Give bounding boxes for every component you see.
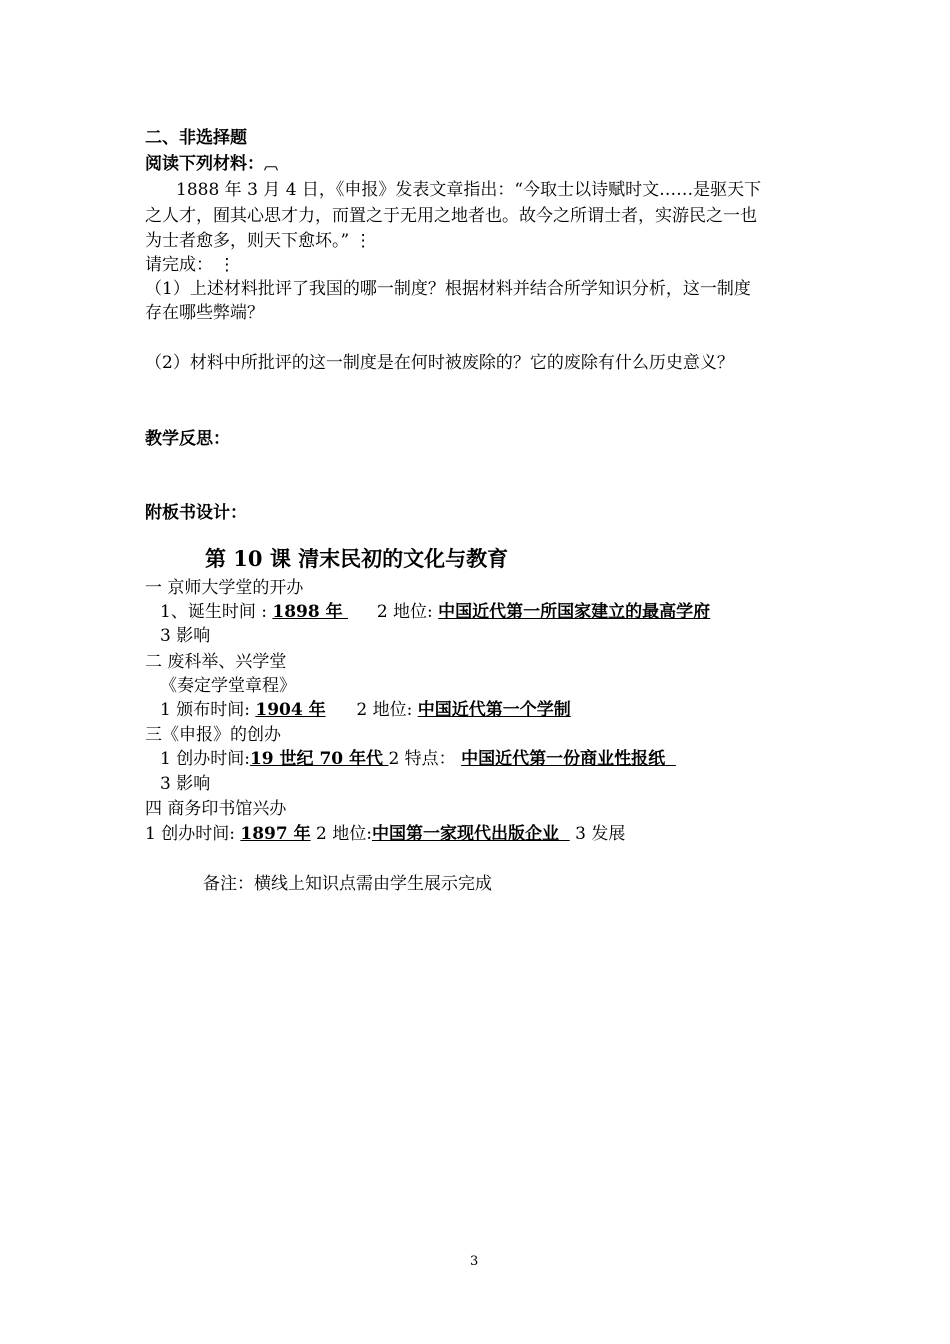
board-section-3-row [160,747,676,771]
material-line-3 [145,229,372,253]
board-section-1-impact: 3 影响 [160,626,211,646]
lesson-title: 第 10 课 清末民初的文化与教育 [205,546,509,571]
reflection-label: 教学反思： [145,429,230,449]
material-line-1: 1888 年 3 月 4 日，《申报》发表文章指出：“今取士以诗赋时文……是驱天下 [176,180,762,200]
development-label: 3 发展 [575,824,626,844]
board-section-3-impact: 3 影响 [160,774,211,794]
feature-value: 中国近代第一份商业性报纸 [461,749,666,769]
reading-prompt-text: 阅读下列材料： [145,154,264,174]
material-line-2: 之人才，囿其心思才力，而置之于无用之地者也。故今之所谓士者，实游民之一也 [145,206,757,226]
question-2: （2）材料中所批评的这一制度是在何时被废除的？它的废除有什么历史意义？ [145,353,734,373]
board-section-2-sub: 《奏定学堂章程》 [160,676,296,696]
board-section-2-row [160,698,571,722]
board-section-4-heading: 四 商务印书馆兴办 [145,799,287,819]
board-section-1-heading: 一 京师大学堂的开办 [145,578,304,598]
status-value: 中国第一家现代出版企业 [371,824,559,844]
founding-time-value: 19 世纪 70 年代 [249,749,384,769]
birth-time-label: 1、诞生时间 : [160,602,267,622]
issue-time-value: 1904 年 [255,700,326,720]
status-label: 2 地位: [316,824,372,844]
section-heading: 二、非选择题 [145,128,247,148]
board-section-3-heading: 三《申报》的创办 [145,725,281,745]
board-design-label: 附板书设计： [145,503,247,523]
feature-label: 2 特点： [388,749,456,769]
prompt-mark: ︹ [264,157,278,173]
board-section-2-heading: 二 废科举、兴学堂 [145,652,287,672]
status-label: 2 地位: [376,602,433,622]
question-1-line-2: 存在哪些弊端？ [145,303,264,323]
instruction-text: 请完成： [145,255,213,275]
material-mark: ⋮ [354,231,372,251]
reading-prompt [145,152,278,177]
founding-time-label: 1 创办时间: [160,749,250,769]
material-line-3-text: 为士者愈多，则天下愈坏。” [145,231,350,251]
issue-time-label: 1 颁布时间: [160,700,250,720]
birth-time-value: 1898 年 [272,602,343,622]
board-section-4-row [145,822,625,846]
board-section-1-row [160,600,710,624]
founding-time-label: 1 创办时间: [145,824,235,844]
instruction [145,253,235,277]
status-value: 中国近代第一个学制 [417,700,571,720]
status-label: 2 地位: [356,700,413,720]
board-note: 备注：横线上知识点需由学生展示完成 [203,874,492,894]
page-number: 3 [470,1254,479,1269]
founding-time-value: 1897 年 [240,824,311,844]
status-value: 中国近代第一所国家建立的最高学府 [438,602,711,622]
question-1-line-1: （1）上述材料批评了我国的哪一制度？根据材料并结合所学知识分析，这一制度 [145,279,751,299]
instruction-mark: ⋮ [218,255,236,275]
